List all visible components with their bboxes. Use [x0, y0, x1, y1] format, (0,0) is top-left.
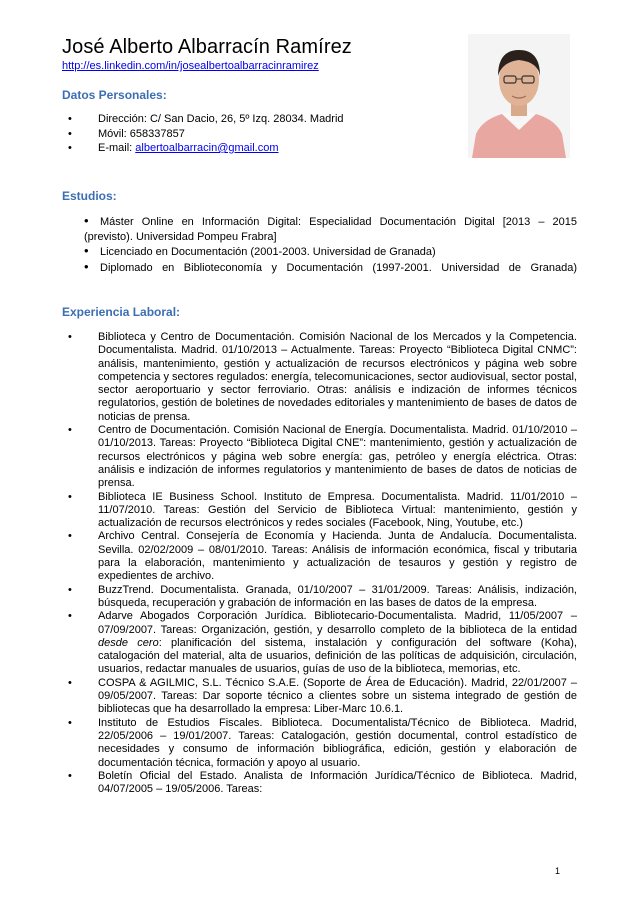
email-label: E-mail: — [98, 142, 136, 154]
bullet: • — [84, 258, 89, 274]
bullet: • — [84, 213, 89, 228]
study-item-continuation — [84, 230, 577, 245]
study-text: Máster Online en Información Digital: Especialidad Documentación Digital [2013 – 2015 — [100, 216, 577, 228]
mobile-item: • Móvil: 658337857 — [68, 127, 344, 142]
candidate-name: José Alberto Albarracín Ramírez — [62, 36, 352, 58]
emphasis-text: desde cero — [98, 636, 159, 649]
personal-heading: Datos Personales: — [62, 88, 167, 102]
study-item — [84, 244, 577, 260]
experience-item: • COSPA & AGILMIC, S.L. Técnico S.A.E. (Soporte de Área de Educación). Madrid, 22/01/2007 – 09/05/2007. Tareas: Dar soporte técnico a clientes sobre un sistema integrado de gestión de bibliotecas que ha desarrollado la empresa: Liber-Marc 10.6.1. — [68, 677, 577, 717]
page-number: 1 — [555, 866, 561, 876]
experience-item: • Archivo Central. Consejería de Economía y Hacienda. Junta de Andalucía. Documentalista. Sevilla. 02/02/2009 – 08/01/2010. Tareas: Análisis de información económica, fiscal y tributaria para la elaboración, mantenimiento y actualización de tesauros y gestión y registro de expedientes de archivo. — [68, 530, 577, 583]
study-text: Diplomado en Biblioteconomía y Documentación (1997-2001. Universidad de Granada) — [100, 261, 577, 274]
address-item: • Dirección: C/ San Dacio, 26, 5º Izq. 28034. Madrid — [68, 112, 344, 127]
studies-list — [84, 214, 577, 275]
experience-item: • BuzzTrend. Documentalista. Granada, 01/10/2007 – 31/01/2009. Tareas: Análisis, indización, búsqueda, recuperación y grabación de información en las bases de datos de la empresa. — [68, 584, 577, 611]
study-item — [84, 260, 577, 276]
studies-heading: Estudios: — [62, 189, 117, 203]
experience-item: • Adarve Abogados Corporación Jurídica. Bibliotecario-Documentalista. Madrid, 11/05/2007 – 07/09/2007. Tareas: Organización, gestión, y desarrollo completo de la biblioteca de la entidad desde cero: planificación del sistema, instalación y configuración del software (Koha), catalogación del material, alta de usuarios, definición de las políticas de adquisición, circulación, usuarios, redactar manuales de usuarios, guías de uso de la biblioteca, memorias, etc. — [68, 610, 577, 676]
linkedin-link[interactable]: http://es.linkedin.com/in/josealbertoalbarracinramirez — [62, 60, 319, 72]
email-link[interactable]: albertoalbarracin@gmail.com — [135, 142, 279, 154]
experience-item: • Centro de Documentación. Comisión Nacional de Energía. Documentalista. Madrid. 01/10/2010 – 01/10/2013. Tareas: Proyecto “Biblioteca Digital CNE”: mantenimiento, gestión y actualización de recursos electrónicos y página web sobre energía: gas, petróleo y energía eléctrica. Otras: análisis e indización de informes regulatorios y mantenimiento de bases de datos de noticias de prensa. — [68, 424, 577, 490]
personal-list — [68, 112, 344, 156]
bullet: • — [84, 243, 89, 258]
study-item — [84, 214, 577, 230]
experience-item: • Instituto de Estudios Fiscales. Biblioteca. Documentalista/Técnico de Biblioteca. Madrid, 22/05/2006 – 19/01/2007. Tareas: Catalogación, gestión documental, control estadístico de necesidades y consumo de información bibliográfica, edición, gestión y elaboración de documentación técnica, formación y apoyo al usuario. — [68, 717, 577, 770]
study-text: Licenciado en Documentación (2001-2003. Universidad de Granada) — [100, 246, 436, 258]
study-text: (previsto). Universidad Pompeu Frabra] — [84, 230, 277, 243]
experience-heading: Experiencia Laboral: — [62, 305, 181, 319]
experience-item: • Biblioteca y Centro de Documentación. Comisión Nacional de los Mercados y la Competencia. Documentalista. Madrid. 01/10/2013 – Actualmente. Tareas: Proyecto “Biblioteca Digital CNMC”: análisis, mantenimiento, gestión y actualización de recursos electrónicos y página web sobre competencia y sectores regulados: energía, telecomunicaciones, sector audiovisual, sector postal, sector aeroportuario y sector ferroviario. Otras: análisis e indización de informes técnicos regulatorios, gestión de boletines de novedades editoriales y mantenimiento de bases de datos de noticias de prensa. — [68, 331, 577, 424]
experience-item: • Biblioteca IE Business School. Instituto de Empresa. Documentalista. Madrid. 11/01/2010 – 11/07/2010. Tareas: Gestión del Servicio de Biblioteca Virtual: mantenimiento, gestión y actualización de recursos electrónicos y redes sociales (Facebook, Ning, Youtube, etc.) — [68, 491, 577, 531]
email-item — [68, 141, 344, 156]
profile-photo — [468, 34, 570, 158]
experience-item: • Boletín Oficial del Estado. Analista de Información Jurídica/Técnico de Biblioteca. Madrid, 04/07/2005 – 19/05/2006. Tareas: — [68, 770, 577, 797]
experience-list — [68, 331, 577, 796]
